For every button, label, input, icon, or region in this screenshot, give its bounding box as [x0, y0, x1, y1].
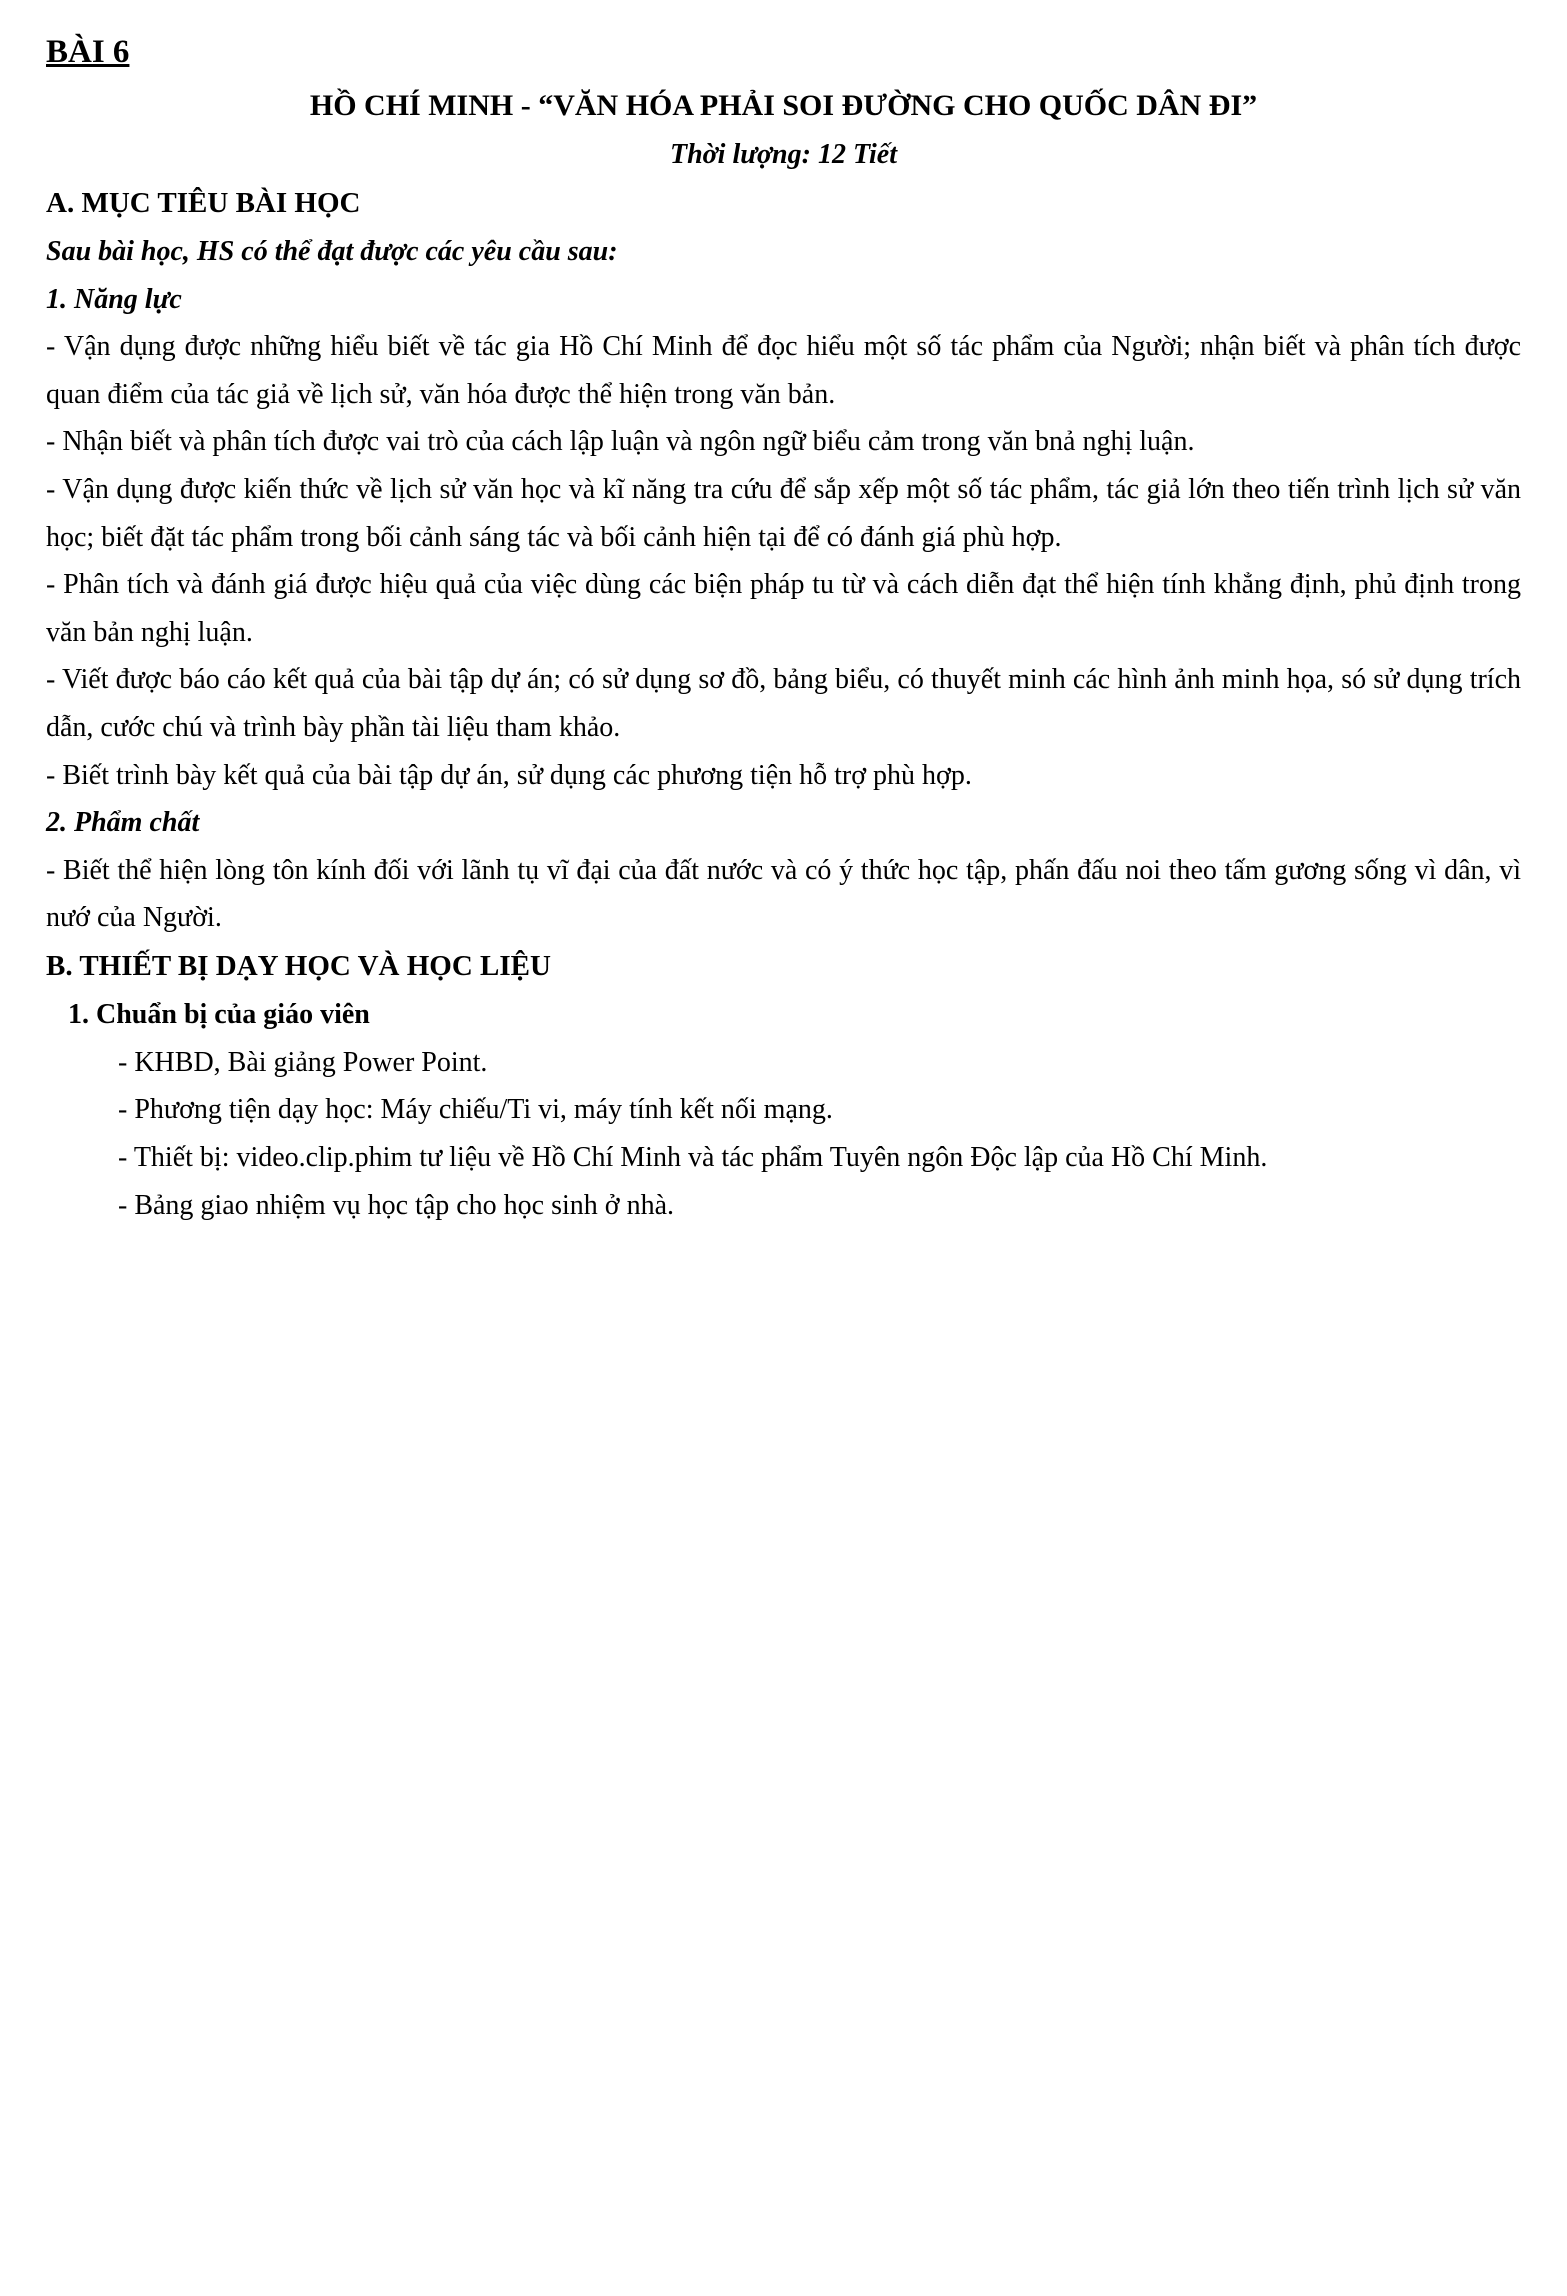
- competence-item: - Biết trình bày kết quả của bài tập dự án, sử dụng các phương tiện hỗ trợ phù hợp.: [46, 759, 972, 791]
- quality-heading: 2. Phẩm chất: [46, 807, 200, 839]
- competence-heading: 1. Năng lực: [46, 283, 182, 315]
- competence-item: - Vận dụng được kiến thức về lịch sử văn học và kĩ năng tra cứu để sắp xếp một số tác phẩm, tác giả lớn theo tiến trình lịch sử văn học; biết đặt tác phẩm trong bối cảnh sáng tác và bối cảnh hiện tại để có đánh giá phù hợp.: [46, 473, 1521, 553]
- competence-item: - Vận dụng được những hiểu biết về tác gia Hồ Chí Minh để đọc hiểu một số tác phẩm của Người; nhận biết và phân tích được quan điểm của tác giả về lịch sử, văn hóa được thể hiện trong văn bản.: [46, 331, 1521, 410]
- teacher-prep-item: - Bảng giao nhiệm vụ học tập cho học sinh ở nhà.: [118, 1189, 675, 1221]
- teacher-prep-item: - Thiết bị: video.clip.phim tư liệu về Hồ Chí Minh và tác phẩm Tuyên ngôn Độc lập của Hồ Chí Minh.: [118, 1141, 1268, 1173]
- teacher-prep-item: - KHBD, Bài giảng Power Point.: [118, 1046, 488, 1078]
- quality-item: - Biết thể hiện lòng tôn kính đối với lãnh tụ vĩ đại của đất nước và có ý thức học tập, phấn đấu noi theo tấm gương sống vì dân, vì nướ của Người.: [46, 854, 1521, 934]
- section-b-heading: B. THIẾT BỊ DẠY HỌC VÀ HỌC LIỆU: [46, 949, 551, 982]
- teacher-prep-item: - Phương tiện dạy học: Máy chiếu/Ti vi, máy tính kết nối mạng.: [118, 1094, 833, 1126]
- competence-item: - Phân tích và đánh giá được hiệu quả của việc dùng các biện pháp tu từ và cách diễn đạt thể hiện tính khẳng định, phủ định trong văn bản nghị luận.: [46, 569, 1521, 648]
- teacher-prep-heading: 1. Chuẩn bị của giáo viên: [68, 999, 370, 1031]
- competence-item: - Nhận biết và phân tích được vai trò của cách lập luận và ngôn ngữ biểu cảm trong văn bnả nghị luận.: [46, 426, 1195, 458]
- lesson-title: HỒ CHÍ MINH - “VĂN HÓA PHẢI SOI ĐƯỜNG CHO QUỐC DÂN ĐI”: [309, 89, 1258, 123]
- objectives-intro: Sau bài học, HS có thể đạt được các yêu cầu sau:: [46, 235, 618, 267]
- competence-item: - Viết được báo cáo kết quả của bài tập dự án; có sử dụng sơ đồ, bảng biểu, có thuyết minh các hình ảnh minh họa, só sử dụng trích dẫn, cước chú và trình bày phần tài liệu tham khảo.: [46, 664, 1521, 743]
- section-a-heading: A. MỤC TIÊU BÀI HỌC: [46, 186, 361, 219]
- lesson-duration: Thời lượng: 12 Tiết: [669, 139, 897, 171]
- lesson-number: BÀI 6: [46, 34, 130, 70]
